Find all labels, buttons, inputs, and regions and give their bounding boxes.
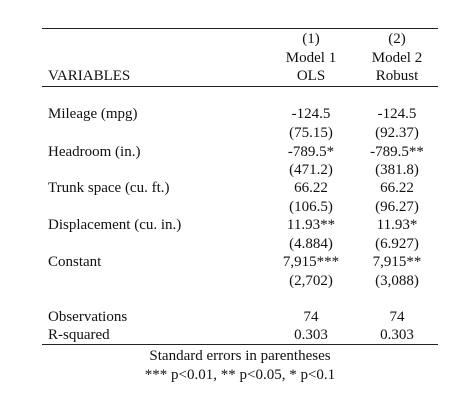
coef-model1: -789.5* [287, 144, 335, 160]
se-model1: (2,702) [289, 273, 333, 289]
se-model2: (6.927) [375, 236, 419, 252]
se-model2: (3,088) [375, 273, 419, 289]
stat-model2: 74 [389, 309, 405, 325]
stat-model1: 74 [303, 309, 319, 325]
top-rule [42, 28, 438, 29]
col2-name: Model 2 [371, 50, 423, 66]
coef-model1: 11.93** [286, 217, 336, 233]
col2-method: Robust [375, 68, 419, 84]
se-model2: (96.27) [375, 199, 419, 215]
coef-model1: 66.22 [294, 180, 328, 196]
se-model2: (92.37) [375, 125, 419, 141]
coef-model1: 7,915*** [282, 254, 340, 270]
stat-label-r-squared: R-squared [48, 327, 110, 343]
coef-model2: -789.5** [370, 144, 424, 160]
coef-model2: -124.5 [377, 106, 417, 122]
significance-note: *** p<0.01, ** p<0.05, * p<0.1 [144, 367, 336, 383]
coef-model2: 7,915** [372, 254, 422, 270]
se-model2: (381.8) [375, 162, 419, 178]
stat-model2: 0.303 [380, 327, 414, 343]
row-label-trunk-space: Trunk space (cu. ft.) [48, 180, 170, 196]
se-model1: (471.2) [289, 162, 333, 178]
bottom-rule [42, 344, 438, 345]
stat-label-observations: Observations [48, 309, 128, 325]
row-label-mileage: Mileage (mpg) [48, 106, 138, 122]
col1-method: OLS [296, 68, 326, 84]
row-label-displacement: Displacement (cu. in.) [48, 217, 182, 233]
table-note: Standard errors in parentheses [149, 348, 331, 364]
coef-model2: 11.93* [376, 217, 418, 233]
col2-number: (2) [388, 31, 406, 47]
se-model1: (106.5) [289, 199, 333, 215]
header-rule [42, 86, 438, 87]
col1-number: (1) [302, 31, 320, 47]
se-model1: (4.884) [289, 236, 333, 252]
se-model1: (75.15) [289, 125, 333, 141]
coef-model1: -124.5 [291, 106, 331, 122]
row-label-headroom: Headroom (in.) [48, 144, 141, 160]
coef-model2: 66.22 [380, 180, 414, 196]
stat-model1: 0.303 [294, 327, 328, 343]
variables-header: VARIABLES [48, 68, 131, 84]
col1-name: Model 1 [285, 50, 337, 66]
row-label-constant: Constant [48, 254, 102, 270]
